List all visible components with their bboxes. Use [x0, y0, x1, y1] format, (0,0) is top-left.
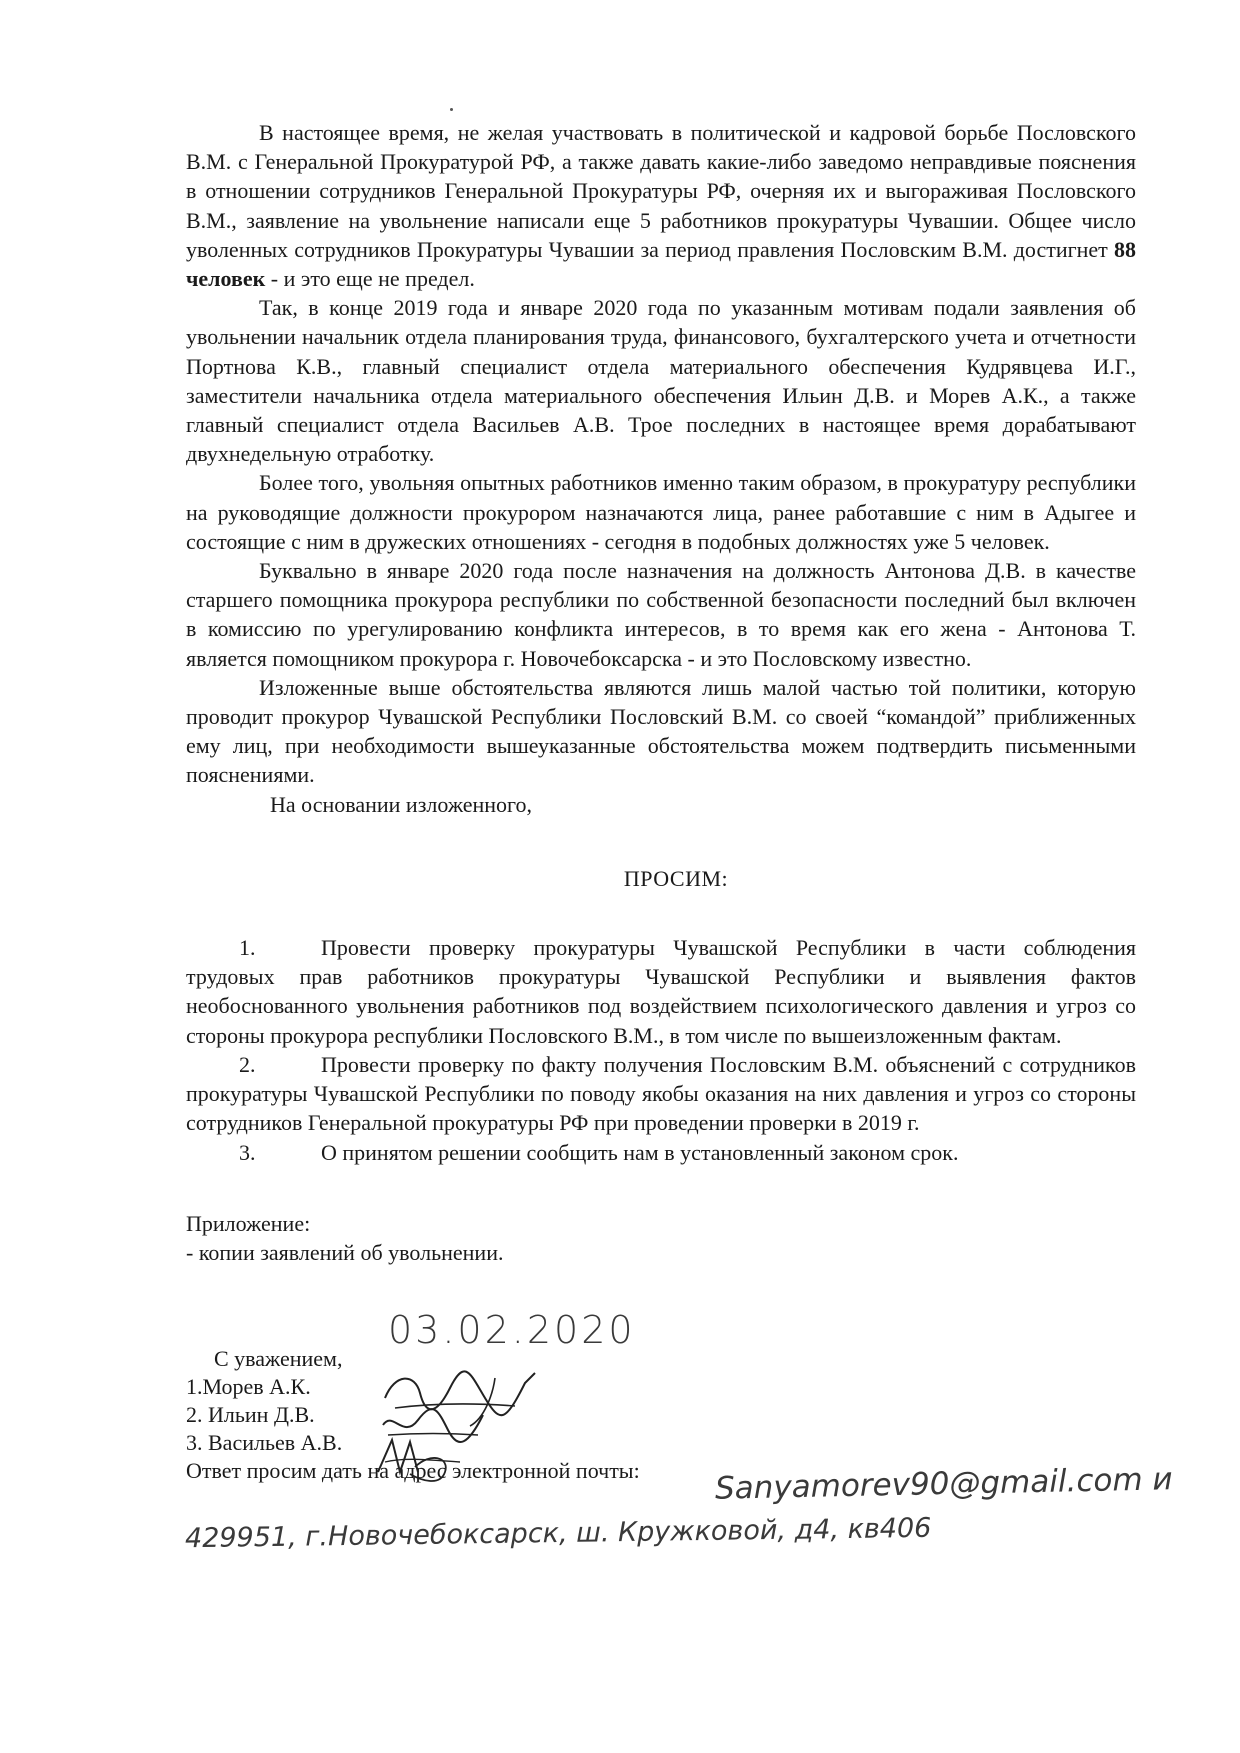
scan-speck: [450, 108, 453, 111]
request-heading: ПРОСИМ:: [623, 865, 729, 891]
reply-label: Ответ просим дать на адрес электронной почты:: [186, 1458, 640, 1483]
paragraph-1: В настоящее время, не желая участвовать в политической и кадровой борьбе Пословского В.М. с Генеральной Прокуратурой РФ, а также давать какие-либо заведомо неправдивые пояснения в отношении сотрудников Генеральной Прокуратуры РФ, очерняя их и выгораживая Пословского В.М., заявление на увольнение написали еще 5 работников прокуратуры Чувашии. Общее число уволенных сотрудников Прокуратуры Чувашии за период правления Пословским В.М. достигнет 88 человек - и это еще не предел.: [186, 120, 1137, 292]
paragraph-3: Более того, увольняя опытных работников именно таким образом, в прокуратуру республики на руководящие должности прокурором назначаются лица, ранее работавшие с ним в Адыгее и состоящие с ним в дружеских отношениях - сегодня в подобных должностях уже 5 человек.: [186, 470, 1136, 554]
attachment-item: - копии заявлений об увольнении.: [186, 1239, 504, 1265]
handwritten-email: Sanyamorev90@gmail.com и: [714, 1461, 1173, 1507]
attachment-title: Приложение:: [186, 1210, 311, 1236]
bold-count: 88 человек: [186, 236, 1137, 292]
handwritten-address: 429951, г.Новочебоксарск, ш. Кружковой, д4, кв406: [184, 1512, 932, 1555]
signature-3: [370, 1432, 470, 1482]
handwritten-date: 03.02.2020: [388, 1308, 636, 1352]
paragraph-2: Так, в конце 2019 года и январе 2020 года по указанным мотивам подали заявления об увольнении начальник отдела планирования труда, финансового, бухгалтерского учета и отчетности Портнова К.В., главный специалист отдела материального обеспечения Кудрявцева И.Г., заместители начальника отдела материального обеспечения Ильин Д.В. и Морев А.К., а также главный специалист отдела Васильев А.В. Трое последних в настоящее время дорабатывают двухнедельную отработку.: [186, 295, 1136, 467]
signatory-3: 3. Васильев А.В.: [186, 1430, 343, 1455]
request-item-1: 1. Провести проверку прокуратуры Чувашской Республики в части соблюдения трудовых прав работников прокуратуры Чувашской Республики и выявления фактов необоснованного увольнения работников под воздействием психологического давления и угроз со стороны прокурора республики Пословского В.М., в том числе по вышеизложенным фактам.: [186, 935, 1136, 1048]
basis-line: На основании изложенного,: [270, 791, 533, 817]
signatory-2: 2. Ильин Д.В.: [186, 1402, 315, 1427]
letter-body: [186, 118, 1136, 1267]
request-item-2: 2. Провести проверку по факту получения Пословским В.М. объяснений с сотрудников прокуратуры Чувашской Республики по поводу якобы оказания на них давления и угроз со стороны сотрудников Генеральной прокуратуры РФ при проведении проверки в 2019 г.: [186, 1051, 1136, 1136]
signatory-1: 1.Морев А.К.: [186, 1374, 311, 1399]
request-item-3: 3. О принятом решении сообщить нам в установленный законом срок.: [239, 1139, 959, 1165]
regards-line: С уважением,: [214, 1346, 343, 1371]
paragraph-5: Изложенные выше обстоятельства являются лишь малой частью той политики, которую проводит прокурор Чувашской Республики Пословский В.М. со своей “командой” приближенных ему лиц, при необходимости вышеуказанные обстоятельства можем подтвердить письменными пояснениями.: [186, 674, 1136, 788]
paragraph-4: Буквально в январе 2020 года после назначения на должность Антонова Д.В. в качестве старшего помощника прокурора республики по собственной безопасности последний был включен в комиссию по урегулированию конфликта интересов, в то время как его жена - Антонова Т. является помощником прокурора г. Новочебоксарска - и это Пословскому известно.: [186, 558, 1136, 671]
